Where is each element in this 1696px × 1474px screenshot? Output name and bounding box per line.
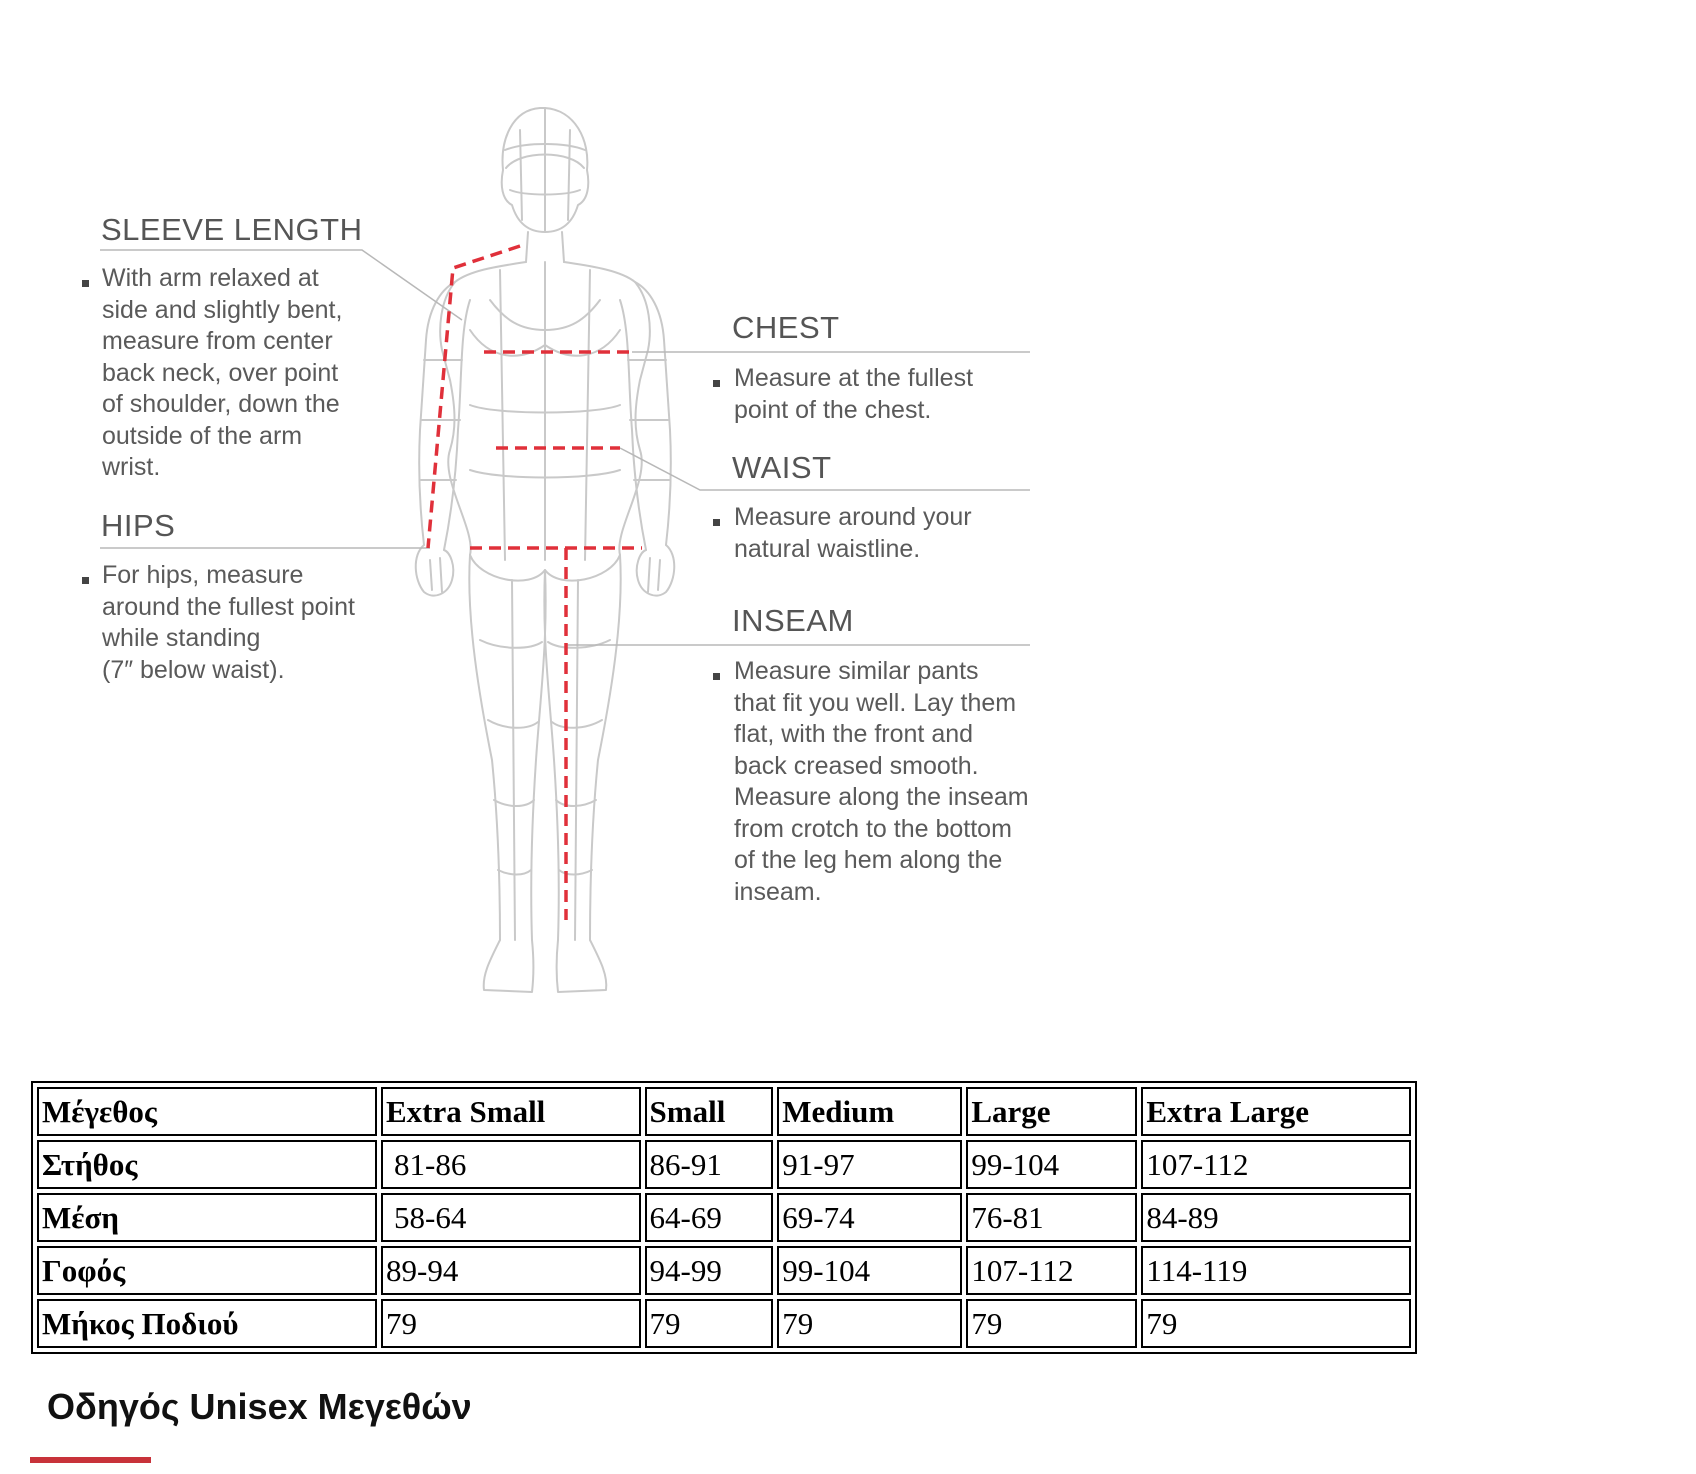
bullet-icon [713, 380, 720, 387]
table-cell: 81-86 [381, 1140, 641, 1189]
waist-text: Measure around your natural waistline. [734, 503, 972, 563]
hips-text: For hips, measure around the fullest point while standing (7″ below waist). [102, 561, 355, 684]
waist-title: WAIST [732, 450, 832, 485]
row-label: Στήθος [37, 1140, 377, 1189]
bullet-icon [713, 673, 720, 680]
title-underline [30, 1457, 151, 1463]
table-cell: 99-104 [966, 1140, 1137, 1189]
table-cell: 79 [645, 1299, 774, 1348]
table-cell: 79 [1141, 1299, 1411, 1348]
table-cell: 86-91 [645, 1140, 774, 1189]
table-cell: 79 [381, 1299, 641, 1348]
header-cell: Small [645, 1087, 774, 1136]
table-cell: 89-94 [381, 1246, 641, 1295]
table-cell: 114-119 [1141, 1246, 1411, 1295]
table-cell: 79 [966, 1299, 1137, 1348]
hips-title: HIPS [101, 508, 176, 543]
sleeve-measure-line [428, 246, 520, 548]
table-row [37, 1299, 1411, 1348]
table-row [37, 1246, 1411, 1295]
table-cell: 99-104 [777, 1246, 962, 1295]
table-cell: 64-69 [645, 1193, 774, 1242]
chest-title: CHEST [732, 310, 840, 345]
table-cell: 94-99 [645, 1246, 774, 1295]
header-cell: Large [966, 1087, 1137, 1136]
sleeve-length-text: With arm relaxed at side and slightly bent, measure from center back neck, over point of shoulder, down the outside of the arm wrist. [102, 264, 343, 481]
page-title: Οδηγός Unisex Μεγεθών [47, 1386, 472, 1427]
row-label: Μέση [37, 1193, 377, 1242]
header-cell: Μέγεθος [37, 1087, 377, 1136]
row-label: Μήκος Ποδιού [37, 1299, 377, 1348]
header-cell: Extra Small [381, 1087, 641, 1136]
measurement-figure [0, 0, 1120, 1060]
bullet-icon [82, 280, 89, 287]
table-cell: 58-64 [381, 1193, 641, 1242]
inseam-text: Measure similar pants that fit you well. Lay them flat, with the front and back creased smooth. Measure along the inseam from crotch to the bottom of the leg hem along the inseam. [734, 657, 1029, 906]
header-cell: Medium [777, 1087, 962, 1136]
table-row [37, 1140, 1411, 1189]
table-row [37, 1193, 1411, 1242]
table-cell: 107-112 [966, 1246, 1137, 1295]
inseam-title: INSEAM [732, 603, 854, 638]
bullet-icon [82, 577, 89, 584]
chest-text: Measure at the fullest point of the chest. [734, 364, 974, 424]
table-cell: 76-81 [966, 1193, 1137, 1242]
bullet-icon [713, 519, 720, 526]
sleeve-length-title: SLEEVE LENGTH [101, 212, 363, 247]
row-label: Γοφός [37, 1246, 377, 1295]
table-header-row [37, 1087, 1411, 1136]
table-cell: 79 [777, 1299, 962, 1348]
table-cell: 91-97 [777, 1140, 962, 1189]
table-cell: 107-112 [1141, 1140, 1411, 1189]
table-cell: 69-74 [777, 1193, 962, 1242]
size-table [31, 1081, 1417, 1354]
header-cell: Extra Large [1141, 1087, 1411, 1136]
table-cell: 84-89 [1141, 1193, 1411, 1242]
